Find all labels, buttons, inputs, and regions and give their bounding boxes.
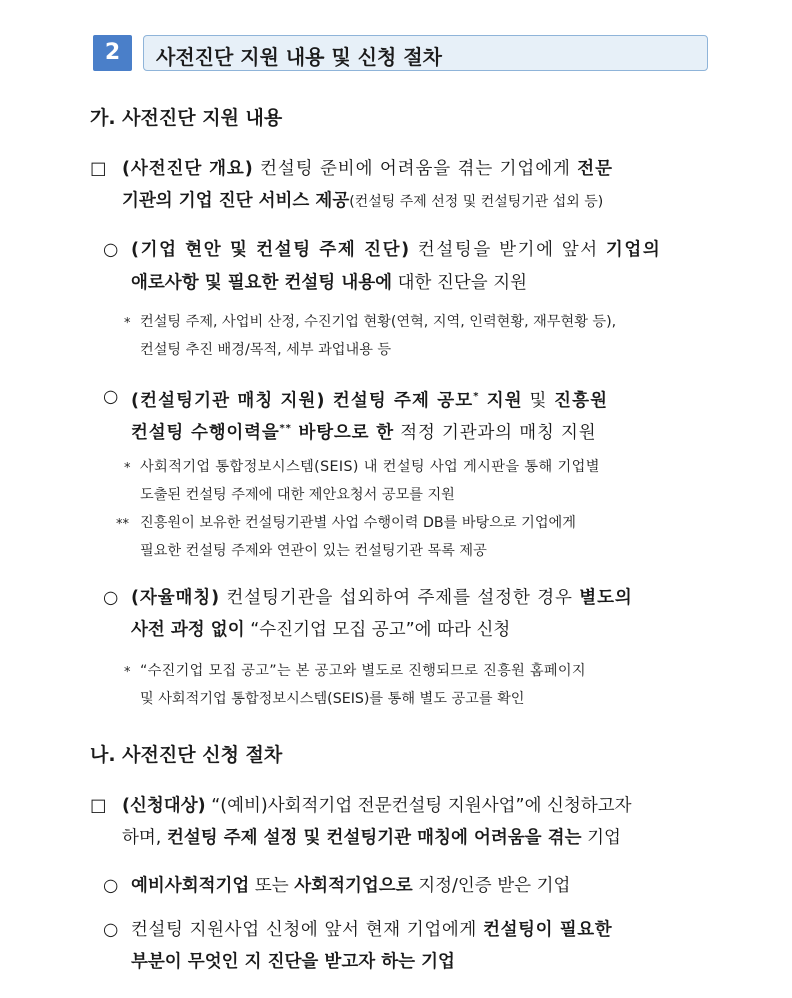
overview-bold-2: 기관의 기업 진단 서비스 제공 [122,191,350,211]
item1-text-1: 컨설팅을 받기에 앞서 [410,240,606,260]
overview-marker: □ [90,159,107,179]
b-item2-line-1 [131,914,612,946]
item2-note1-line-2: 도출된 컨설팅 주제에 대한 제안요청서 공모를 지원 [140,487,455,503]
item1-bold-2: 애로사항 및 필요한 컨설팅 내용에 [131,273,393,293]
item2-line-1 [131,381,608,417]
item3-marker: ○ [103,588,119,608]
item3-text-1: 컨설팅기관을 섭외하여 주제를 설정한 경우 [220,588,580,608]
b-item2-marker: ○ [103,920,119,940]
overview-text-2: (컨설팅 주제 선정 및 컨설팅기관 섭외 등) [349,194,604,210]
b-item2-bold-2: 부분이 무엇인 지 진단을 받고자 하는 기업 [131,952,455,972]
item2-note1-marker: * [124,461,131,476]
b-item1-bold-2: 사회적기업으로 [294,876,413,896]
target-text-3: 기업 [581,828,621,848]
b-item2-line-2 [131,946,455,978]
target-marker: □ [90,796,107,816]
item3-note-line-1: “수진기업 모집 공고”는 본 공고와 별도로 진행되므로 진흥원 홈페이지 [140,663,586,679]
item2-bold-1: 컨설팅 주제 공모 [325,390,474,411]
item3-note-marker: * [124,665,131,680]
item3-text-2: “수진기업 모집 공고”에 따라 신청 [244,620,511,640]
item2-line-2 [131,413,596,449]
item2-sup-1: * [473,391,480,402]
b-item1-text-1: 또는 [249,876,295,896]
item1-note-line-1: 컨설팅 주제, 사업비 산정, 수진기업 현황(연혁, 지역, 인력현황, 재무현황 등), [140,314,617,330]
overview-line-2 [122,185,603,218]
target-text-1: “(예비)사회적기업 전문컨설팅 지원사업”에 신청하고자 [205,796,632,816]
item2-text-1: 및 [522,390,555,411]
target-lead: (신청대상) [122,796,206,816]
item2-bold-2: 지원 [479,390,523,411]
b-item1-marker: ○ [103,876,119,896]
overview-lead: (사전진단 개요) [122,159,254,179]
item2-bold-3: 진흥원 [554,390,609,411]
b-item1-line [131,870,570,902]
item1-line-2 [131,267,527,299]
target-line-2 [122,822,621,854]
item2-note2-line-1: 진흥원이 보유한 컨설팅기관별 사업 수행이력 DB를 바탕으로 기업에게 [140,515,576,531]
item1-marker: ○ [103,240,119,260]
item1-note-marker: * [124,316,131,331]
item1-lead: (기업 현안 및 컨설팅 주제 진단) [131,240,411,260]
b-item2-text-1: 컨설팅 지원사업 신청에 앞서 현재 기업에게 [131,920,484,940]
target-text-2: 하며, [122,828,167,848]
target-bold-1: 컨설팅 주제 설정 및 컨설팅기관 매칭에 어려움을 겪는 [166,828,582,848]
b-item2-bold-1: 컨설팅이 필요한 [483,920,613,940]
item3-lead: (자율매칭) [131,588,221,608]
part-a-heading: 가. 사전진단 지원 내용 [90,107,283,129]
part-b-heading: 나. 사전진단 신청 절차 [90,744,283,766]
item2-text-2: 적정 기관과의 매칭 지원 [393,422,597,443]
item2-note2-line-2: 필요한 컨설팅 주제와 연관이 있는 컨설팅기관 목록 제공 [140,543,487,559]
item1-bold-1: 기업의 [605,240,662,260]
item3-bold-2: 사전 과정 없이 [131,620,245,640]
b-item1-text-2: 지정/인증 받은 기업 [412,876,571,896]
overview-bold-1: 전문 [577,159,613,179]
item2-marker: ○ [103,387,119,407]
section-number-badge: 2 [93,35,132,71]
item2-sup-2: ** [279,423,292,434]
overview-line-1 [122,153,613,185]
item2-note2-marker: ** [116,517,129,532]
item1-text-2: 대한 진단을 지원 [392,273,528,293]
item3-note-line-2: 및 사회적기업 통합정보시스템(SEIS)를 통해 별도 공고를 확인 [140,691,525,707]
item2-bold-5: 바탕으로 한 [291,422,394,443]
target-line-1 [122,790,632,822]
item2-lead: (컨설팅기관 매칭 지원) [131,390,326,411]
item1-note-line-2: 컨설팅 추진 배경/목적, 세부 과업내용 등 [140,342,392,358]
item3-line-2 [131,614,510,646]
item2-bold-4: 컨설팅 수행이력을 [131,422,280,443]
item1-line-1 [131,234,661,266]
item3-bold-1: 별도의 [579,588,633,608]
overview-text-1: 컨설팅 준비에 어려움을 겪는 기업에게 [253,159,578,179]
section-title: 사전진단 지원 내용 및 신청 절차 [156,45,442,69]
b-item1-bold-1: 예비사회적기업 [131,876,250,896]
item3-line-1 [131,582,633,614]
item2-note1-line-1: 사회적기업 통합정보시스템(SEIS) 내 컨설팅 사업 게시판을 통해 기업별 [140,459,600,475]
